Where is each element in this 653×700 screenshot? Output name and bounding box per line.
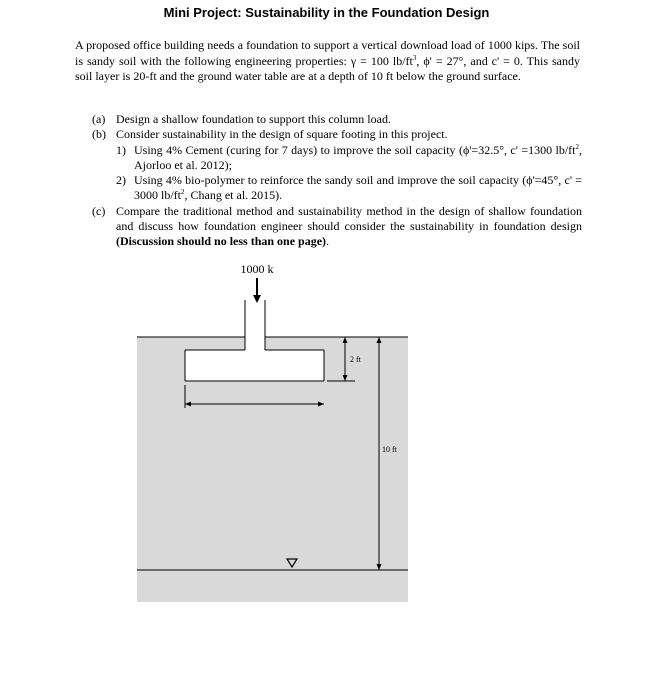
task-a-label: (a)	[92, 112, 106, 126]
water-depth-label: 10 ft	[382, 445, 397, 454]
intro-text-1: A proposed office building needs a foundation to support a vertical download load of 1000 kips. The soil is sandy soil with the following engineering properties: γ = 100 lb/ft	[75, 38, 580, 68]
page-title: Mini Project: Sustainability in the Foundation Design	[163, 5, 490, 20]
task-b-label: (b)	[92, 127, 106, 142]
load-label: 1000 k	[240, 262, 274, 276]
subtask-2-text-a: Using 4% bio-polymer to reinforce the sandy soil and improve the soil capacity (ϕ'=45°, c' = 3000 lb/ft	[134, 173, 582, 203]
task-c-text-a: Compare the traditional method and sustainability method in the design of shallow foundation and discuss how foundation engineer should consider the sustainability in foundation design	[116, 203, 582, 234]
subtask-2-text-b: , Chang et al. 2015).	[184, 188, 283, 203]
subtask-1-text-a: Using 4% Cement (curing for 7 days) to improve the soil capacity (ϕ'=32.5°, c' =1300 lb/ft	[134, 142, 576, 157]
intro-superscript: 3	[412, 53, 417, 62]
footing-depth-label: 2 ft	[350, 355, 361, 364]
subtask-2-superscript: 2	[181, 188, 185, 197]
subtask-1-text-b: , Ajorloo et al. 2012);	[134, 142, 582, 172]
task-c-label: (c)	[92, 203, 106, 218]
subtask-1-superscript: 2	[575, 142, 579, 151]
intro-text-2: , ϕ' = 27°, and c' = 0. This sandy soil layer is 20-ft and the ground water table are at a depth of 10 ft below the ground surface.	[75, 53, 580, 83]
task-b-text: Consider sustainability in the design of square footing in this project.	[116, 127, 448, 142]
subtask-1-label: 1)	[116, 142, 126, 157]
subtask-2-label: 2)	[116, 173, 126, 188]
task-a-text: Design a shallow foundation to support this column load.	[116, 112, 391, 126]
task-c-bold-text: (Discussion should no less than one page)	[116, 234, 327, 249]
task-c-text-b: .	[326, 234, 330, 249]
